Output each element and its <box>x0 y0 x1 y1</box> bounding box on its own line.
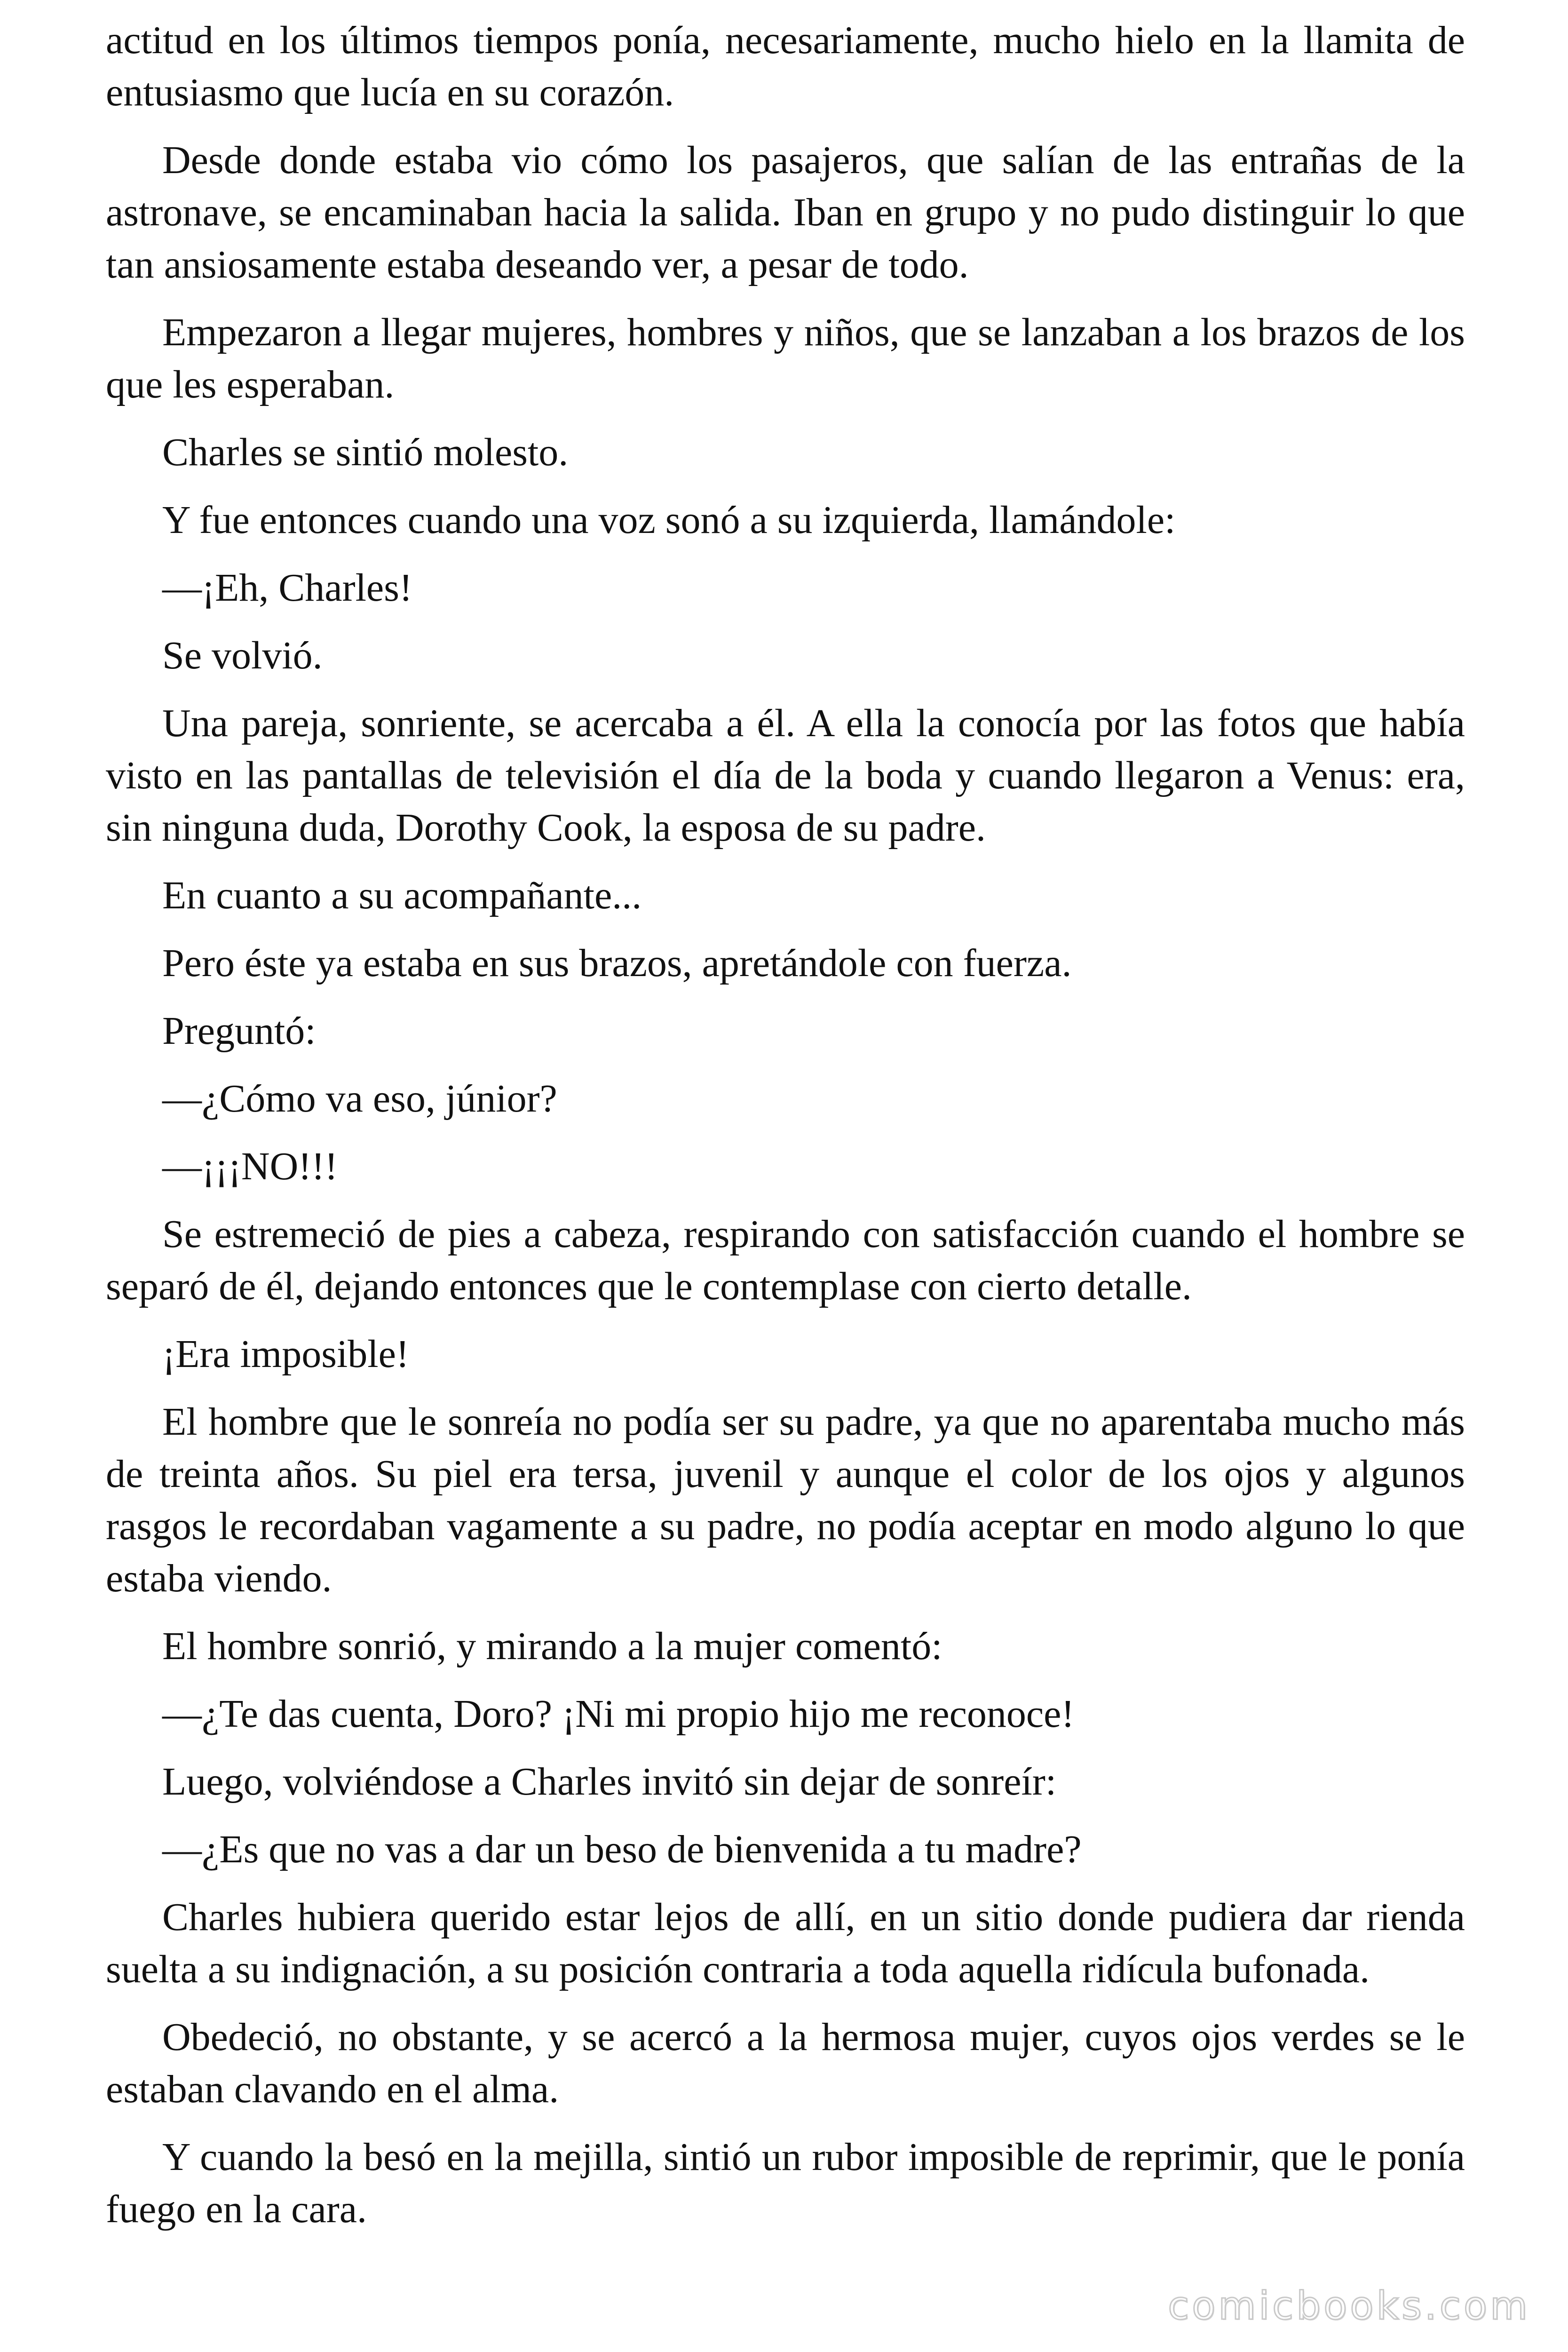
dialogue-line: —¿Cómo va eso, júnior? <box>162 1077 557 1120</box>
dialogue-line: —¡¡¡NO!!! <box>162 1144 338 1188</box>
paragraph: El hombre sonrió, y mirando a la mujer comentó: <box>162 1624 942 1668</box>
paragraph: Una pareja, sonriente, se acercaba a él. A ella la conocía por las fotos que había visto en las pantallas de televisión el día de la boda y cuando llegaron a Venus: era, sin ninguna duda, Dorothy Cook, la esposa de su padre. <box>106 701 1465 850</box>
paragraph: Y fue entonces cuando una voz sonó a su izquierda, llamándole: <box>162 498 1176 542</box>
paragraph: Se volvió. <box>162 634 323 677</box>
paragraph: Desde donde estaba vio cómo los pasajeros, que salían de las entrañas de la astronave, se encaminaban hacia la salida. Iban en grupo y no pudo distinguir lo que tan ansiosamente estaba deseando ver, a pesar de todo. <box>106 138 1465 286</box>
paragraph: En cuanto a su acompañante... <box>162 874 642 917</box>
paragraph: Preguntó: <box>162 1009 316 1053</box>
paragraph: Luego, volviéndose a Charles invitó sin dejar de sonreír: <box>162 1760 1057 1804</box>
watermark-text: comicbooks.com <box>1168 2284 1530 2328</box>
paragraph: Charles se sintió molesto. <box>162 430 569 474</box>
paragraph: Empezaron a llegar mujeres, hombres y niños, que se lanzaban a los brazos de los que les esperaban. <box>106 310 1465 406</box>
paragraph: Obedeció, no obstante, y se acercó a la hermosa mujer, cuyos ojos verdes se le estaban clavando en el alma. <box>106 2015 1465 2111</box>
dialogue-line: —¡Eh, Charles! <box>162 566 412 610</box>
paragraph: Y cuando la besó en la mejilla, sintió un rubor imposible de reprimir, que le ponía fuego en la cara. <box>106 2135 1465 2231</box>
paragraph: actitud en los últimos tiempos ponía, necesariamente, mucho hielo en la llamita de entusiasmo que lucía en su corazón. <box>106 18 1465 114</box>
paragraph: Se estremeció de pies a cabeza, respirando con satisfacción cuando el hombre se separó de él, dejando entonces que le contemplase con cierto detalle. <box>106 1212 1465 1308</box>
paragraph: Pero éste ya estaba en sus brazos, apretándole con fuerza. <box>162 941 1072 985</box>
paragraph: ¡Era imposible! <box>162 1332 409 1376</box>
dialogue-line: —¿Te das cuenta, Doro? ¡Ni mi propio hijo me reconoce! <box>162 1692 1075 1736</box>
paragraph: El hombre que le sonreía no podía ser su padre, ya que no aparentaba mucho más de treinta años. Su piel era tersa, juvenil y aunque el color de los ojos y algunos rasgos le recordaban vagamente a su padre, no podía aceptar en modo alguno lo que estaba viendo. <box>106 1400 1465 1600</box>
paragraph: Charles hubiera querido estar lejos de allí, en un sitio donde pudiera dar rienda suelta a su indignación, a su posición contraria a toda aquella ridícula bufonada. <box>106 1895 1465 1991</box>
dialogue-line: —¿Es que no vas a dar un beso de bienvenida a tu madre? <box>162 1828 1082 1871</box>
document-page <box>106 14 1465 2251</box>
